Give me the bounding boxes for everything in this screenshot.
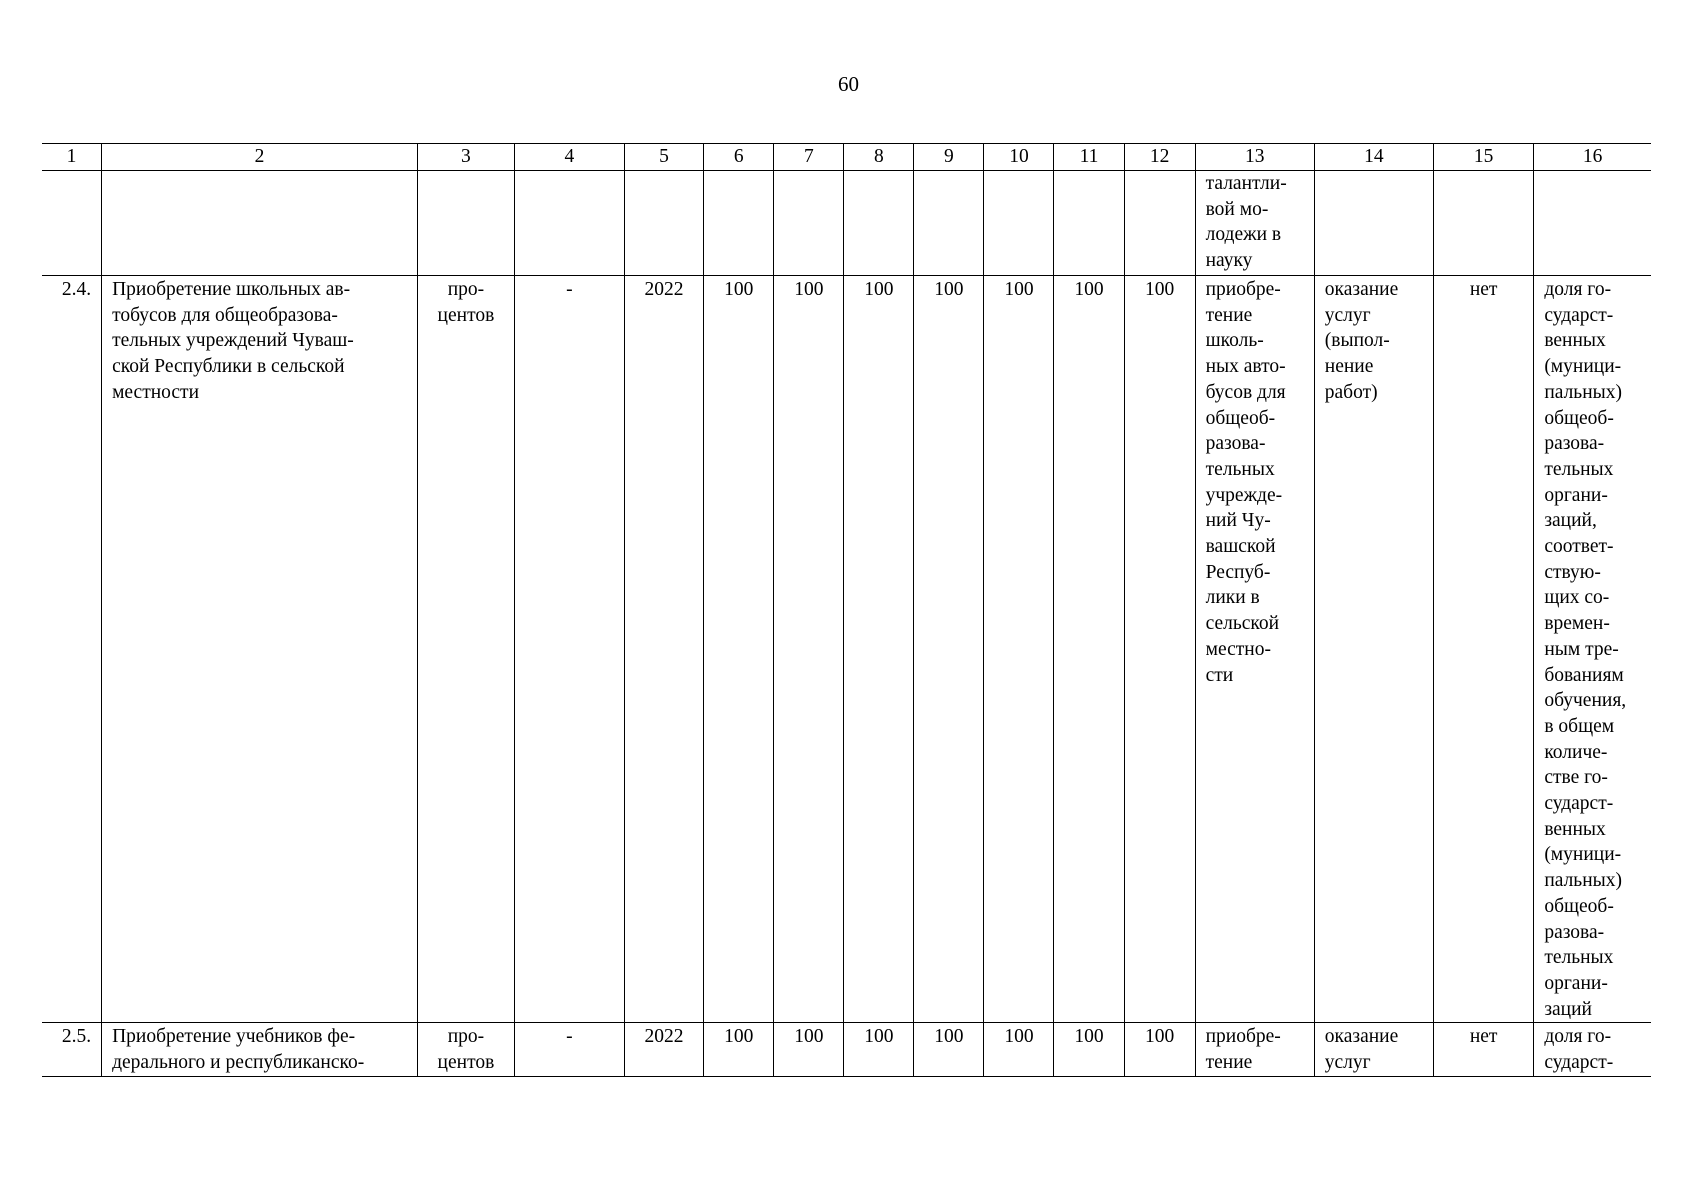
cell-col4: - [515,1023,625,1076]
column-number: 4 [515,144,625,171]
column-number: 2 [102,144,418,171]
cell-value: 100 [914,1023,984,1076]
cell-value: 100 [984,276,1054,1023]
column-number: 14 [1314,144,1433,171]
cell-value: 100 [774,1023,844,1076]
column-number: 9 [914,144,984,171]
cell-value: 100 [984,1023,1054,1076]
column-number: 6 [704,144,774,171]
table-row [42,1023,1651,1076]
column-number: 5 [624,144,703,171]
cell-number: 2.5. [42,1023,102,1076]
cell-value: 100 [1054,1023,1124,1076]
cell-result-description: талантли- вой мо- лодежи в науку [1195,171,1314,276]
cell-value: 100 [1124,1023,1195,1076]
cell-measure-name: Приобретение школьных ав- тобусов для общеобразова- тельных учреждений Чуваш- ской Республики в сельской местности [102,276,418,1023]
cell-value: 100 [844,1023,914,1076]
cell-result-description: приобре- тение [1195,1023,1314,1076]
cell-value: 100 [1054,276,1124,1023]
column-number: 1 [42,144,102,171]
table-row-continuation [42,171,1651,276]
cell-number: 2.4. [42,276,102,1023]
cell-value: 100 [704,276,774,1023]
column-number: 3 [417,144,514,171]
cell-value: 100 [844,276,914,1023]
column-number: 12 [1124,144,1195,171]
cell-value: 100 [914,276,984,1023]
page-number: 60 [838,72,859,96]
column-number: 8 [844,144,914,171]
column-number: 13 [1195,144,1314,171]
cell-value: 100 [1124,276,1195,1023]
cell-type: оказание услуг (выпол- нение работ) [1314,276,1433,1023]
cell-type: оказание услуг [1314,1023,1433,1076]
cell-result-description: приобре- тение школь- ных авто- бусов для общеоб- разова- тельных учрежде- ний Чу- вашской Респуб- лики в сельской местно- сти [1195,276,1314,1023]
indicators-table [42,143,1651,1077]
cell-indicator: доля го- сударст- венных (муници- пальных) общеоб- разова- тельных органи- заций, соответ- ствую- щих со- времен- ным тре- бованиям обучения, в общем количе- стве го- сударст- венных (муници- пальных) общеоб- разова- тельных органи- заций [1534,276,1651,1023]
cell-value: 100 [774,276,844,1023]
column-number-row [42,144,1651,171]
column-number: 11 [1054,144,1124,171]
column-number: 10 [984,144,1054,171]
column-number: 16 [1534,144,1651,171]
cell-flag: нет [1433,276,1533,1023]
cell-unit: про- центов [417,276,514,1023]
cell-value: 100 [704,1023,774,1076]
cell-measure-name: Приобретение учебников фе- дерального и республиканско- [102,1023,418,1076]
column-number: 15 [1433,144,1533,171]
cell-unit: про- центов [417,1023,514,1076]
column-number: 7 [774,144,844,171]
table-row [42,276,1651,1023]
cell-col4: - [515,276,625,1023]
cell-flag: нет [1433,1023,1533,1076]
cell-year: 2022 [624,1023,703,1076]
cell-indicator: доля го- сударст- [1534,1023,1651,1076]
cell-year: 2022 [624,276,703,1023]
